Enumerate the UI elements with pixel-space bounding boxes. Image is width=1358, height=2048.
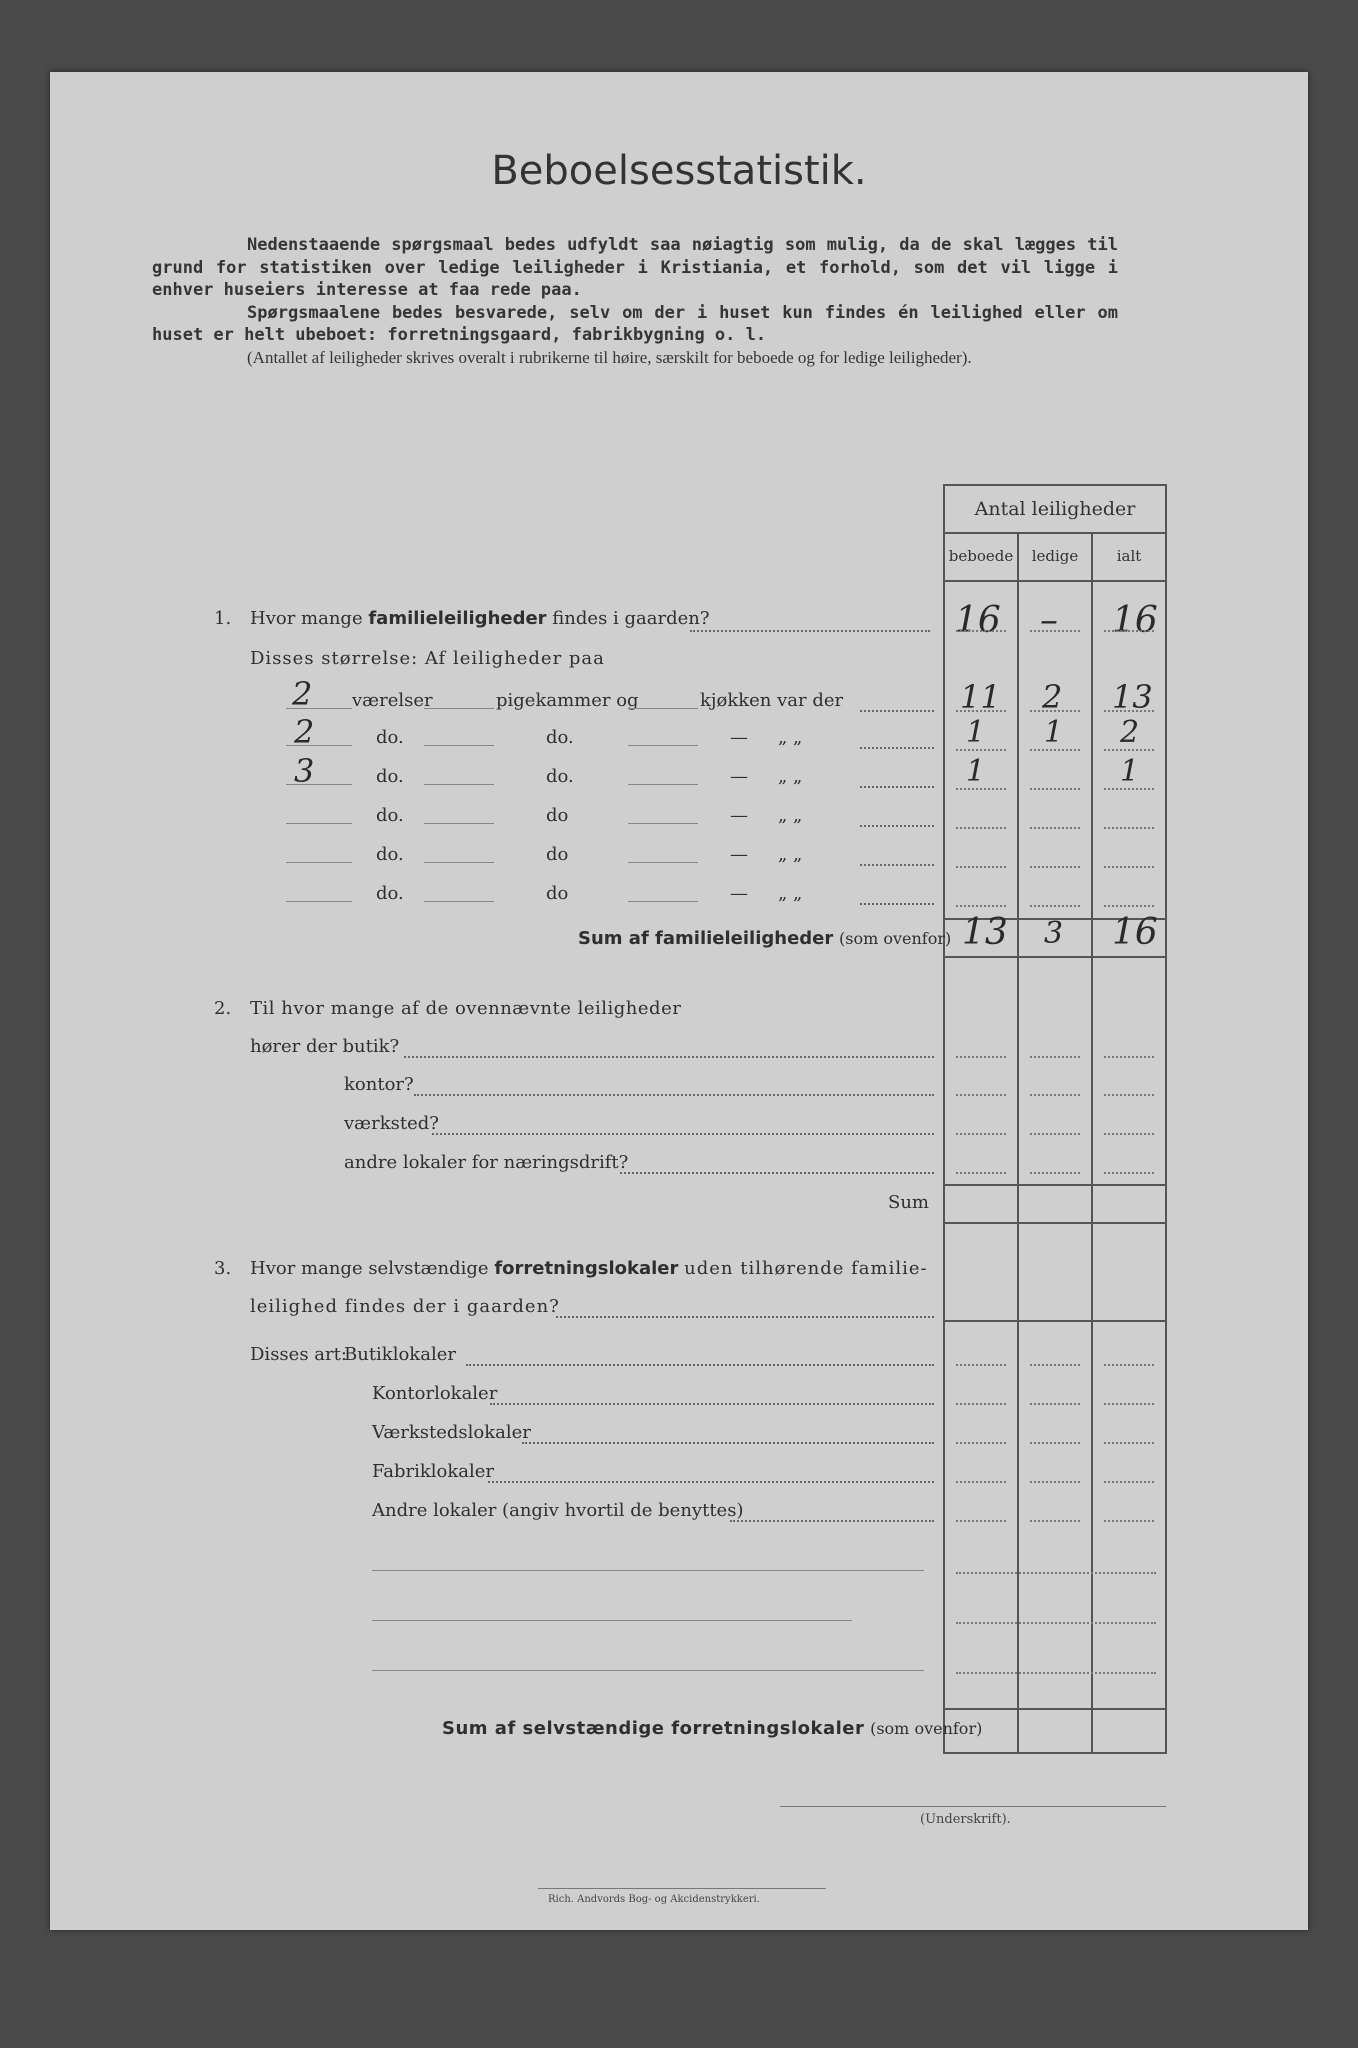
cell-dots — [1104, 710, 1154, 712]
rooms-value: 3 — [294, 752, 315, 790]
q3-rule — [944, 1320, 1166, 1322]
q2-leader-vaerksted — [432, 1133, 934, 1135]
q2-leader-andre — [620, 1172, 934, 1174]
dash: — — [730, 727, 748, 748]
q3-sum-label: Sum af selvstændige forretningslokaler (som ovenfor) — [442, 1718, 983, 1739]
q3-item-vaerksted: Værkstedslokaler — [372, 1422, 531, 1443]
q2-leader-kontor — [414, 1094, 934, 1096]
do-label: do. — [376, 766, 404, 787]
cell-dots — [956, 827, 1006, 829]
cell-dots — [1030, 866, 1080, 868]
maid-label: pigekammer og — [496, 690, 639, 711]
row1-ledige: 2 — [1042, 678, 1063, 716]
q3-write-line-2 — [372, 1620, 852, 1621]
cell-dots — [956, 1622, 1156, 1624]
do-label: do. — [376, 844, 404, 865]
table-left-rule — [943, 484, 945, 1754]
q2-item-vaerksted: værksted? — [344, 1113, 439, 1134]
intro-paragraph-2: Spørgsmaalene bedes besvarede, selv om der i huset kun findes én leilighed eller om huset er helt ubeboet: forretningsgaard, fabrikbygning o. l. — [152, 302, 1118, 345]
page-title: Beboelsesstatistik. — [491, 148, 867, 194]
cell-dots — [1030, 788, 1080, 790]
cell-dots — [1104, 1442, 1154, 1444]
cell-dots — [1030, 1133, 1080, 1135]
q1-number: 1. — [214, 608, 232, 629]
q3-leader — [556, 1316, 934, 1318]
row-leader — [860, 786, 934, 788]
cell-dots — [1030, 905, 1080, 907]
cell-dots — [956, 1481, 1006, 1483]
q1-ialt-value: 16 — [1112, 600, 1158, 641]
signature-caption: (Underskrift). — [920, 1812, 1011, 1827]
intro-paragraph-1: Nedenstaaende spørgsmaal bedes udfyldt saa nøiagtig som mulig, da de skal lægges til grund for statistiken over ledige leiligheder i Kristiania, et forhold, som det vil ligge i enhver huseiers interesse at faa rede paa. — [152, 235, 1118, 300]
cell-dots — [956, 749, 1006, 751]
signature-line — [780, 1806, 1166, 1807]
cell-dots — [1030, 1364, 1080, 1366]
row-beboede: 1 — [966, 715, 986, 750]
q2-leader-butik — [404, 1056, 934, 1058]
kitchen-blank — [628, 823, 698, 824]
q1-size-subheading: Disses størrelse: Af leiligheder paa — [250, 648, 605, 669]
do-label: do. — [376, 727, 404, 748]
row-leader — [860, 903, 934, 905]
do-label: do. — [546, 766, 574, 787]
cell-dots — [1104, 866, 1154, 868]
row-leader — [860, 825, 934, 827]
ditto-marks: „ „ — [778, 844, 803, 865]
q3-item-fabrik: Fabriklokaler — [372, 1461, 495, 1482]
q1-ledige-value: – — [1040, 600, 1058, 641]
rooms-value-1: 2 — [292, 675, 313, 713]
cell-dots — [1030, 630, 1080, 632]
cell-dots — [956, 1172, 1006, 1174]
cell-dots — [1104, 1133, 1154, 1135]
ditto-marks: „ „ — [778, 883, 803, 904]
kitchen-blank — [628, 901, 698, 902]
q1-leader — [690, 630, 930, 632]
rooms-blank — [286, 823, 352, 824]
row-leader — [860, 710, 934, 712]
cell-dots — [1104, 1403, 1154, 1405]
col-header-ialt: ialt — [1116, 547, 1142, 565]
cell-dots — [956, 1403, 1006, 1405]
table-subhead-rule — [944, 532, 1166, 534]
col-header-ledige: ledige — [1031, 547, 1079, 565]
cell-dots — [1030, 710, 1080, 712]
cell-dots — [1104, 1364, 1154, 1366]
q2-item-kontor: kontor? — [344, 1074, 414, 1095]
table-col-rule-1 — [1017, 532, 1019, 1754]
kitchen-blank — [628, 745, 698, 746]
cell-dots — [1104, 905, 1154, 907]
q3-question-cont: leilighed findes der i gaarden? — [250, 1296, 560, 1317]
table-head-rule — [944, 580, 1166, 582]
cell-dots — [956, 1364, 1006, 1366]
q2-sum-bottom-rule — [944, 1222, 1166, 1224]
rooms-label: værelser — [352, 690, 433, 711]
cell-dots — [1104, 1520, 1154, 1522]
cell-dots — [1030, 1172, 1080, 1174]
q1-beboede-value: 16 — [955, 600, 1001, 641]
cell-dots — [956, 1442, 1006, 1444]
cell-dots — [956, 1056, 1006, 1058]
do-label: do — [546, 805, 569, 826]
q3-art-label: Disses art: — [250, 1344, 347, 1365]
cell-dots — [1030, 1094, 1080, 1096]
q3-write-line-1 — [372, 1570, 924, 1571]
kitchen-blank — [628, 708, 698, 709]
cell-dots — [956, 866, 1006, 868]
kitchen-blank — [628, 862, 698, 863]
ditto-marks: „ „ — [778, 805, 803, 826]
table-right-rule — [1165, 484, 1167, 1754]
q3-item-kontor: Kontorlokaler — [372, 1383, 498, 1404]
cell-dots — [1104, 827, 1154, 829]
cell-dots — [956, 1520, 1006, 1522]
q3-question: Hvor mange selvstændige forretningslokaler uden tilhørende familie- — [250, 1258, 928, 1279]
ditto-marks: „ „ — [778, 766, 803, 787]
printer-imprint: Rich. Andvords Bog- og Akcidenstrykkeri. — [548, 1894, 760, 1905]
q2-question: Til hvor mange af de ovennævnte leiligheder — [250, 998, 682, 1019]
sum-ialt: 16 — [1112, 912, 1158, 953]
kitchen-blank — [628, 784, 698, 785]
cell-dots — [1104, 749, 1154, 751]
cell-dots — [1030, 827, 1080, 829]
rooms-value: 2 — [294, 713, 315, 751]
q2-item-andre: andre lokaler for næringsdrift? — [344, 1152, 629, 1173]
dash: — — [730, 844, 748, 865]
dash: — — [730, 805, 748, 826]
cell-dots — [956, 788, 1006, 790]
cell-dots — [956, 710, 1006, 712]
cell-dots — [1104, 1172, 1154, 1174]
q3-number: 3. — [214, 1258, 232, 1279]
q2-sum-label: Sum — [888, 1192, 929, 1213]
dash: — — [730, 766, 748, 787]
q1-question: Hvor mange familieleiligheder findes i gaarden? — [250, 608, 710, 629]
do-label: do — [546, 883, 569, 904]
maid-blank — [424, 901, 494, 902]
do-label: do. — [376, 805, 404, 826]
kitchen-label: kjøkken var der — [700, 690, 844, 711]
sum-beboede: 13 — [962, 912, 1008, 953]
cell-dots — [1030, 1442, 1080, 1444]
cell-dots — [956, 1672, 1156, 1674]
cell-dots — [1030, 1481, 1080, 1483]
q3-item-butik: Butiklokaler — [344, 1344, 456, 1365]
dash: — — [730, 883, 748, 904]
maid-blank — [424, 745, 494, 746]
rooms-blank — [286, 901, 352, 902]
cell-dots — [1104, 1056, 1154, 1058]
do-label: do. — [376, 883, 404, 904]
row-ledige: 1 — [1044, 715, 1064, 750]
q3-write-line-3 — [372, 1670, 924, 1671]
cell-dots — [956, 630, 1006, 632]
col-header-beboede: beboede — [948, 547, 1014, 565]
cell-dots — [956, 1133, 1006, 1135]
q3-sum-top-rule — [944, 1708, 1166, 1710]
sum-bottom-rule — [944, 956, 1166, 958]
q3-leader-vaerksted — [522, 1442, 934, 1444]
q3-leader-kontor — [490, 1403, 934, 1405]
row-leader — [860, 864, 934, 866]
q3-leader-fabrik — [488, 1481, 934, 1483]
intro-text — [152, 234, 1118, 369]
q3-sum-bottom-rule — [944, 1752, 1166, 1754]
maid-blank — [424, 708, 494, 709]
cell-dots — [1104, 1094, 1154, 1096]
maid-blank — [424, 784, 494, 785]
q3-leader-butik — [466, 1364, 934, 1366]
do-label: do. — [546, 727, 574, 748]
cell-dots — [956, 1094, 1006, 1096]
q1-sum-label: Sum af familieleiligheder (som ovenfor) — [578, 928, 952, 949]
maid-blank — [424, 823, 494, 824]
table-top-rule — [944, 484, 1166, 486]
rooms-blank — [286, 862, 352, 863]
q2-number: 2. — [214, 998, 232, 1019]
intro-paragraph-3: (Antallet af leiligheder skrives overalt i rubrikerne til høire, særskilt for beboede og for ledige leiligheder). — [247, 347, 972, 367]
table-group-header: Antal leiligheder — [974, 498, 1136, 520]
q2-sum-top-rule — [944, 1184, 1166, 1186]
row-ialt: 2 — [1120, 715, 1140, 750]
cell-dots — [956, 905, 1006, 907]
q3-item-andre: Andre lokaler (angiv hvortil de benyttes) — [372, 1500, 744, 1521]
row-ialt: 1 — [1120, 754, 1140, 789]
q3-leader-andre — [730, 1520, 934, 1522]
cell-dots — [1104, 1481, 1154, 1483]
printer-rule — [538, 1888, 826, 1889]
do-label: do — [546, 844, 569, 865]
row-beboede: 1 — [966, 754, 986, 789]
ditto-marks: „ „ — [778, 727, 803, 748]
q2-item-butik: hører der butik? — [250, 1036, 400, 1057]
table-col-rule-2 — [1091, 532, 1093, 1754]
cell-dots — [1104, 788, 1154, 790]
sum-ledige: 3 — [1044, 916, 1064, 951]
maid-blank — [424, 862, 494, 863]
cell-dots — [1030, 1520, 1080, 1522]
cell-dots — [956, 1572, 1156, 1574]
row1-beboede: 11 — [960, 678, 1001, 716]
row1-ialt: 13 — [1112, 678, 1153, 716]
cell-dots — [1030, 749, 1080, 751]
cell-dots — [1030, 1403, 1080, 1405]
cell-dots — [1030, 1056, 1080, 1058]
row-leader — [860, 747, 934, 749]
cell-dots — [1104, 630, 1154, 632]
